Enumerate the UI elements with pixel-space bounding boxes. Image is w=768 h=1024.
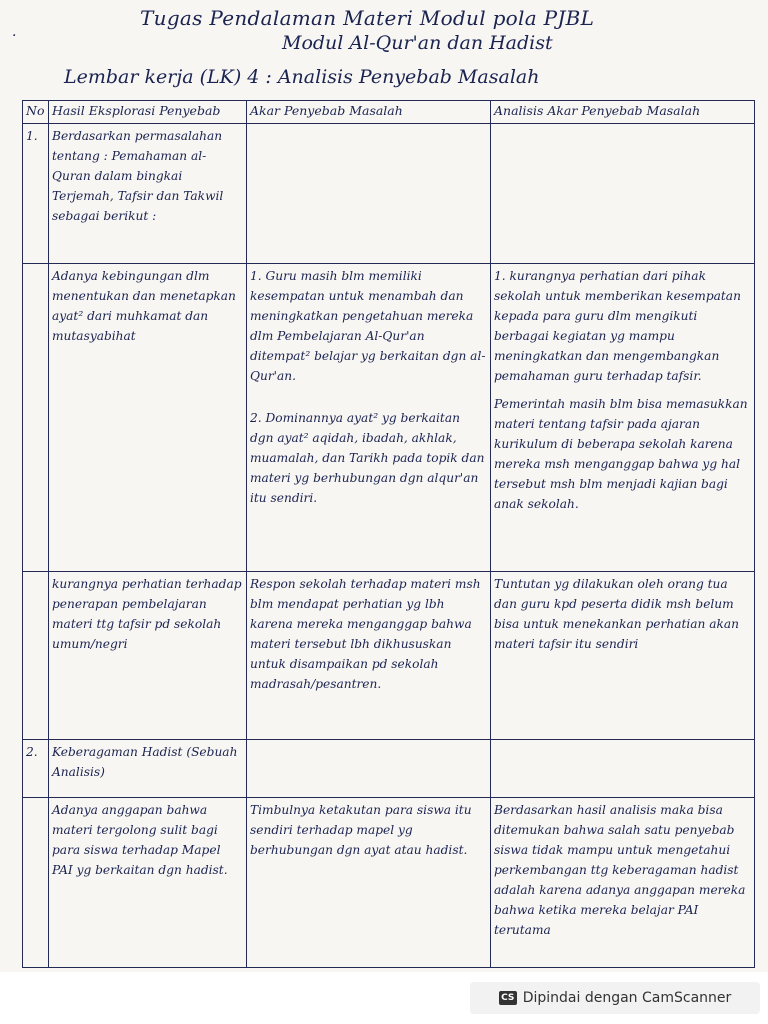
row-number: 1. bbox=[23, 124, 49, 264]
document-subtitle: Modul Al-Qur'an dan Hadist bbox=[282, 32, 553, 54]
cell-hasil: Berdasarkan permasalahan tentang : Pemahaman al-Quran dalam bingkai Terjemah, Tafsir dan Takwil sebagai berikut : bbox=[49, 124, 247, 264]
cell-akar bbox=[247, 264, 491, 572]
column-header-no: No bbox=[23, 101, 49, 124]
worksheet-title: Lembar kerja (LK) 4 : Analisis Penyebab Masalah bbox=[64, 66, 540, 88]
cell-hasil: Adanya anggapan bahwa materi tergolong sulit bagi para siswa terhadap Mapel PAI yg berkaitan dgn hadist. bbox=[49, 798, 247, 968]
table-header-row bbox=[23, 101, 755, 124]
cell-akar bbox=[247, 124, 491, 264]
row-number bbox=[23, 798, 49, 968]
cell-akar: Timbulnya ketakutan para siswa itu sendiri terhadap mapel yg berhubungan dgn ayat atau hadist. bbox=[247, 798, 491, 968]
row-number: 2. bbox=[23, 740, 49, 798]
cell-hasil: Adanya kebingungan dlm menentukan dan menetapkan ayat² dari muhkamat dan mutasyabihat bbox=[49, 264, 247, 572]
cell-akar-point-2: 2. Dominannya ayat² yg berkaitan dgn ayat² aqidah, ibadah, akhlak, muamalah, dan Tarikh pada topik dan materi yg berhubungan dgn alqur'an itu sendiri. bbox=[250, 411, 485, 505]
cell-hasil: kurangnya perhatian terhadap penerapan pembelajaran materi ttg tafsir pd sekolah umum/negri bbox=[49, 572, 247, 740]
column-header-hasil: Hasil Eksplorasi Penyebab bbox=[49, 101, 247, 124]
camscanner-logo-icon: CS bbox=[499, 991, 517, 1005]
row-number bbox=[23, 264, 49, 572]
table-row bbox=[23, 740, 755, 798]
document-title: Tugas Pendalaman Materi Modul pola PJBL bbox=[140, 6, 595, 30]
cell-analisis-point-2: Pemerintah masih blm bisa memasukkan materi tentang tafsir pada ajaran kurikulum di beberapa sekolah karena mereka msh menganggap bahwa yg hal tersebut msh blm menjadi kajian bagi anak sekolah. bbox=[494, 397, 748, 511]
cell-analisis: Tuntutan yg dilakukan oleh orang tua dan guru kpd peserta didik msh belum bisa untuk menekankan perhatian akan materi tafsir itu sendiri bbox=[491, 572, 755, 740]
column-header-akar: Akar Penyebab Masalah bbox=[247, 101, 491, 124]
cell-akar-point-1: 1. Guru masih blm memiliki kesempatan untuk menambah dan meningkatkan pengetahuan mereka dlm Pembelajaran Al-Qur'an ditempat² belajar yg berkaitan dgn al-Qur'an. bbox=[250, 269, 486, 383]
cell-analisis bbox=[491, 264, 755, 572]
table-row bbox=[23, 572, 755, 740]
cell-akar: Respon sekolah terhadap materi msh blm mendapat perhatian yg lbh karena mereka menganggap bahwa materi tersebut lbh dikhususkan untuk disampaikan pd sekolah madrasah/pesantren. bbox=[247, 572, 491, 740]
cell-analisis bbox=[491, 740, 755, 798]
table-row bbox=[23, 124, 755, 264]
cell-analisis: Berdasarkan hasil analisis maka bisa ditemukan bahwa salah satu penyebab siswa tidak mampu untuk mengetahui perkembangan ttg keberagaman hadist adalah karena adanya anggapan mereka bahwa ketika mereka belajar PAI terutama bbox=[491, 798, 755, 968]
row-number bbox=[23, 572, 49, 740]
cell-analisis-point-1: 1. kurangnya perhatian dari pihak sekolah untuk memberikan kesempatan kepada para guru dlm mengikuti berbagai kegiatan yg mampu meningkatkan dan mengembangkan pemahaman guru terhadap tafsir. bbox=[494, 269, 741, 383]
table-row bbox=[23, 264, 755, 572]
cell-akar bbox=[247, 740, 491, 798]
watermark-text: Dipindai dengan CamScanner bbox=[522, 990, 732, 1006]
column-header-analisis: Analisis Akar Penyebab Masalah bbox=[491, 101, 755, 124]
cell-hasil: Keberagaman Hadist (Sebuah Analisis) bbox=[49, 740, 247, 798]
stray-mark: · bbox=[12, 28, 17, 44]
camscanner-watermark bbox=[470, 982, 760, 1014]
analysis-table bbox=[22, 100, 755, 968]
cell-analisis bbox=[491, 124, 755, 264]
table-row bbox=[23, 798, 755, 968]
